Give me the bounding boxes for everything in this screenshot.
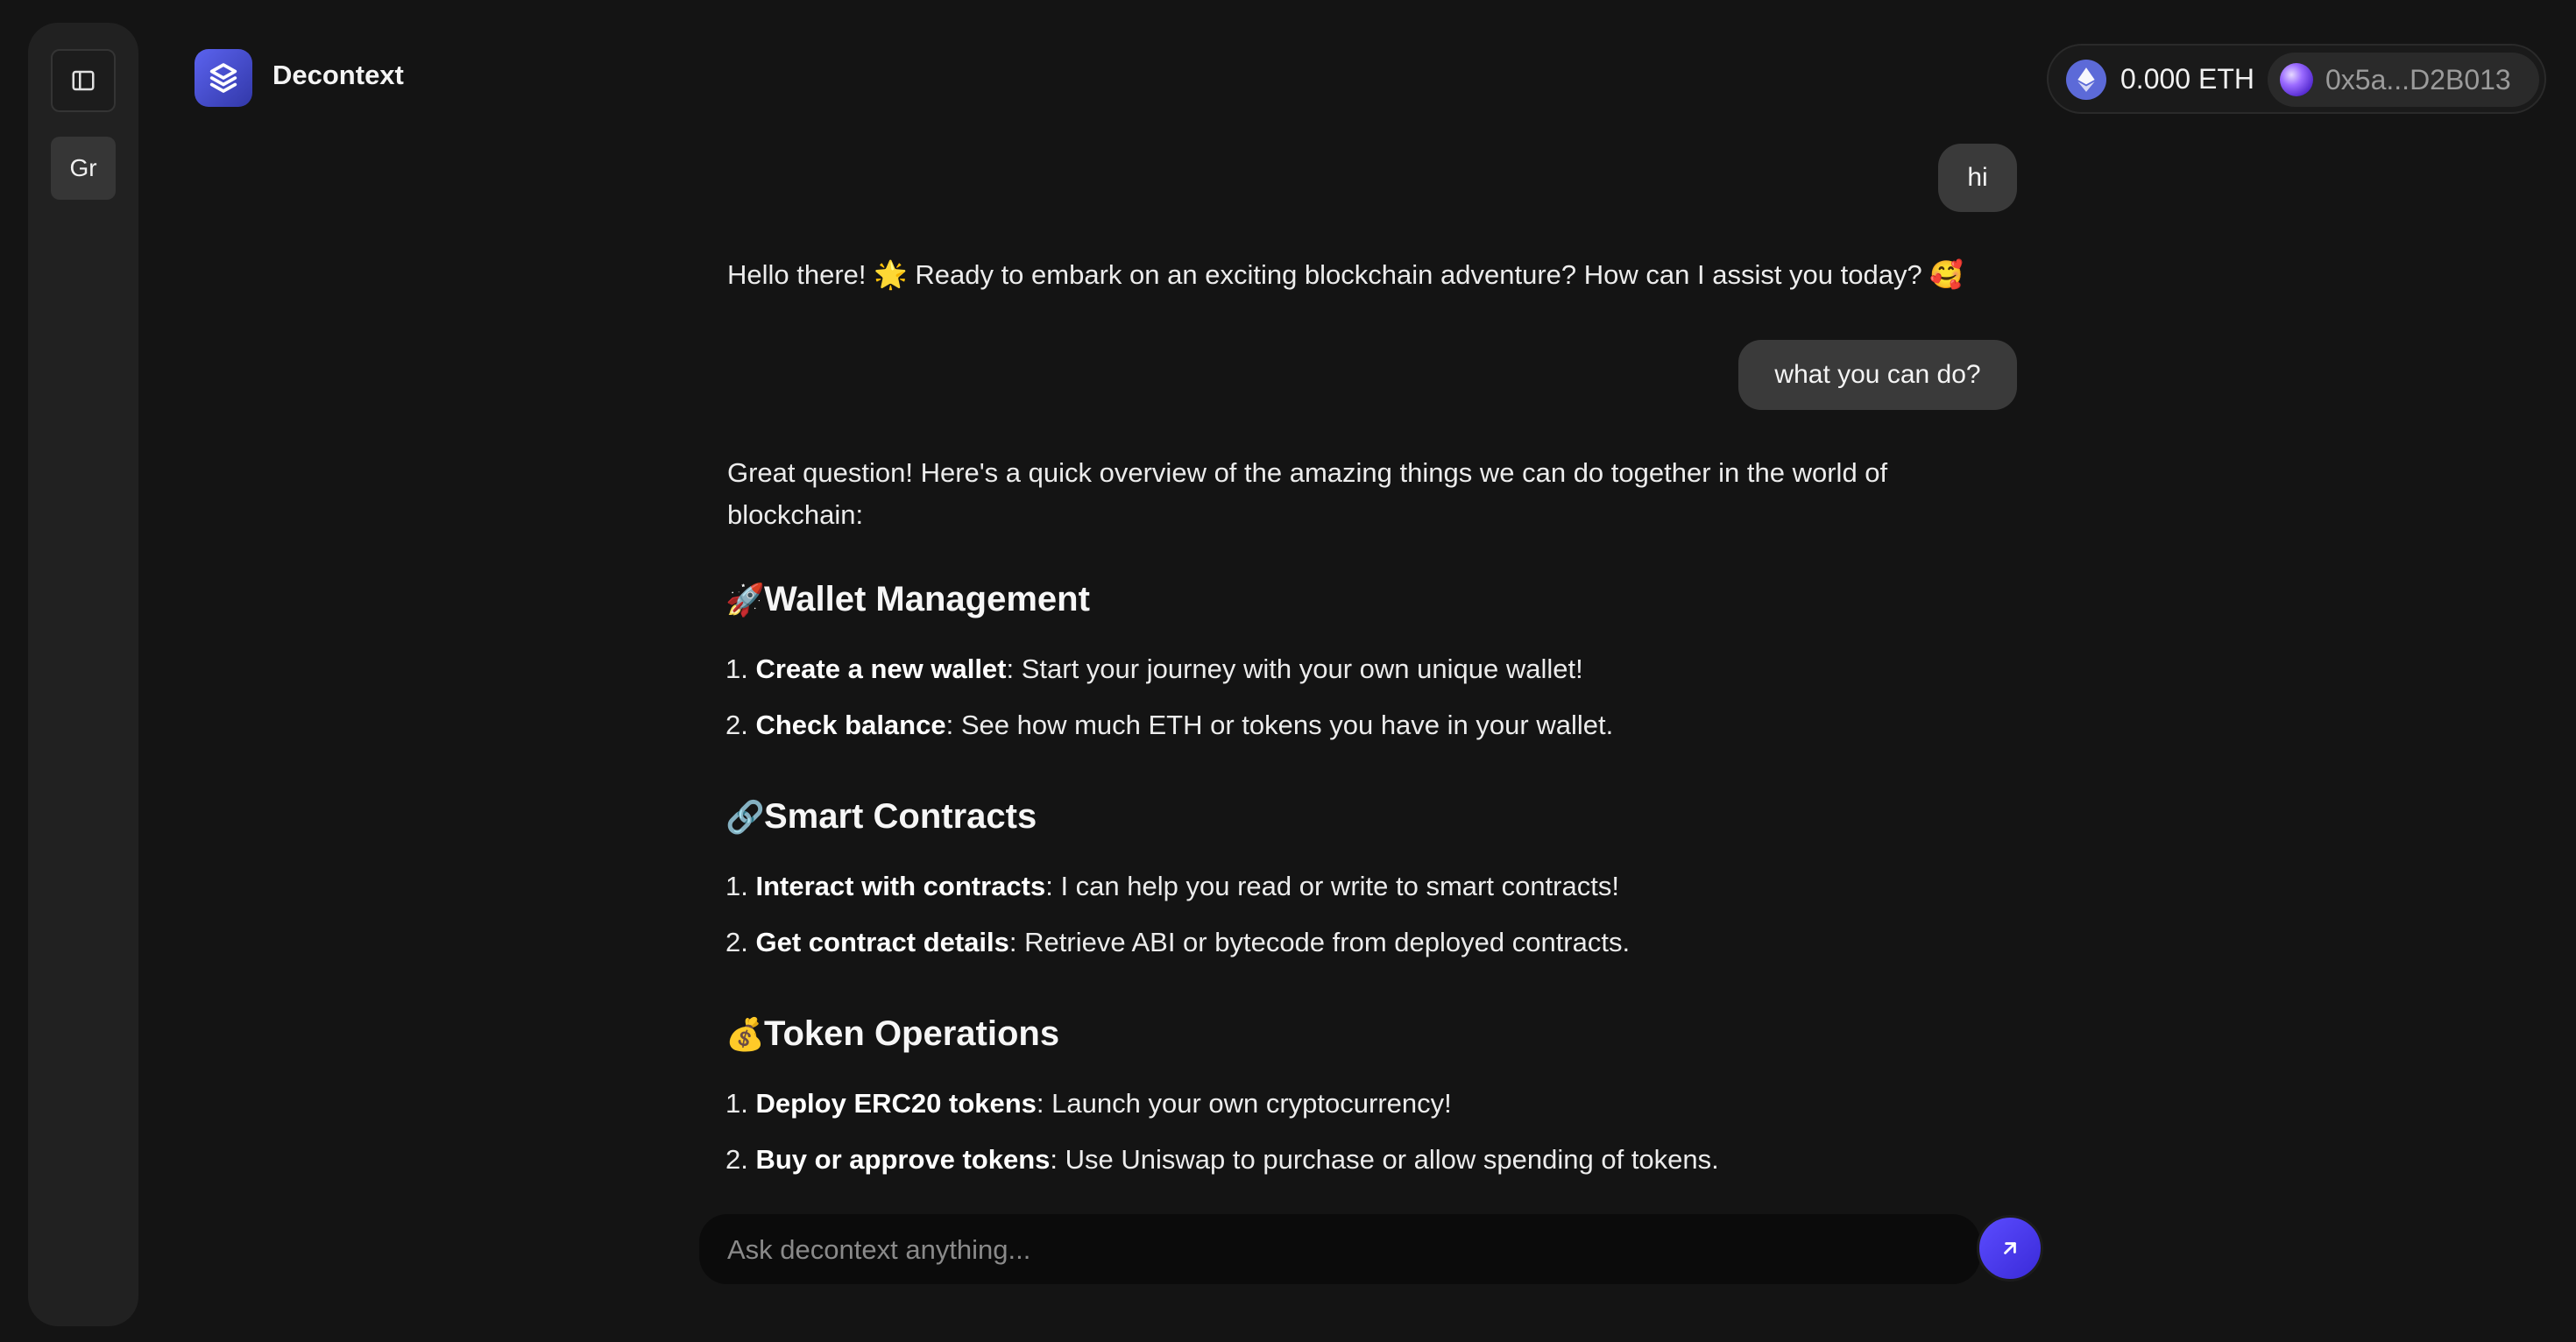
list-item: 2. Get contract details: Retrieve ABI or bytecode from deployed contracts. bbox=[725, 927, 1631, 957]
user-message: hi bbox=[1938, 144, 2017, 212]
list-item: 1. Deploy ERC20 tokens: Launch your own cryptocurrency! bbox=[725, 1088, 1452, 1119]
sidebar-toggle-icon bbox=[70, 67, 96, 94]
brand-name: Decontext bbox=[272, 60, 404, 90]
chat-input[interactable] bbox=[725, 1214, 1956, 1286]
wallet-address: 0x5a...D2B013 bbox=[2325, 64, 2511, 95]
sidebar bbox=[28, 23, 138, 1326]
list-item: 1. Create a new wallet: Start your journey with your own unique wallet! bbox=[725, 653, 1583, 684]
list-item: 2. Check balance: See how much ETH or tokens you have in your wallet. bbox=[725, 710, 1614, 740]
sidebar-chat-item[interactable]: Gr bbox=[51, 137, 116, 200]
user-message: what you can do? bbox=[1738, 340, 2017, 410]
avatar bbox=[2280, 63, 2313, 96]
send-button[interactable] bbox=[1977, 1215, 2043, 1282]
section-heading: 💰Token Operations bbox=[725, 1014, 1060, 1053]
eth-balance: 0.000 ETH bbox=[2120, 63, 2254, 95]
list-item: 2. Buy or approve tokens: Use Uniswap to purchase or allow spending of tokens. bbox=[725, 1144, 1719, 1175]
arrow-up-right-icon bbox=[1999, 1237, 2021, 1260]
sidebar-toggle-button[interactable] bbox=[51, 49, 116, 112]
section-heading: 🔗Smart Contracts bbox=[725, 797, 1037, 836]
account-button[interactable] bbox=[2268, 53, 2539, 107]
wallet-widget[interactable] bbox=[2047, 44, 2546, 114]
ethereum-icon bbox=[2066, 60, 2106, 100]
section-heading: 🚀Wallet Management bbox=[725, 580, 1090, 618]
assistant-message: Hello there! 🌟 Ready to embark on an exciting blockchain adventure? How can I assist you today? 🥰 bbox=[727, 259, 1964, 290]
assistant-intro: Great question! Here's a quick overview of the amazing things we can do together in the world of blockchain: bbox=[727, 457, 1888, 530]
layers-logo-icon bbox=[206, 60, 241, 95]
rocket-icon: 🚀 bbox=[725, 582, 765, 618]
app-logo bbox=[195, 49, 252, 107]
link-icon: 🔗 bbox=[725, 799, 765, 835]
chat-composer bbox=[699, 1214, 1980, 1284]
list-item: 1. Interact with contracts: I can help you read or write to smart contracts! bbox=[725, 871, 1619, 901]
money-bag-icon: 💰 bbox=[725, 1016, 765, 1052]
